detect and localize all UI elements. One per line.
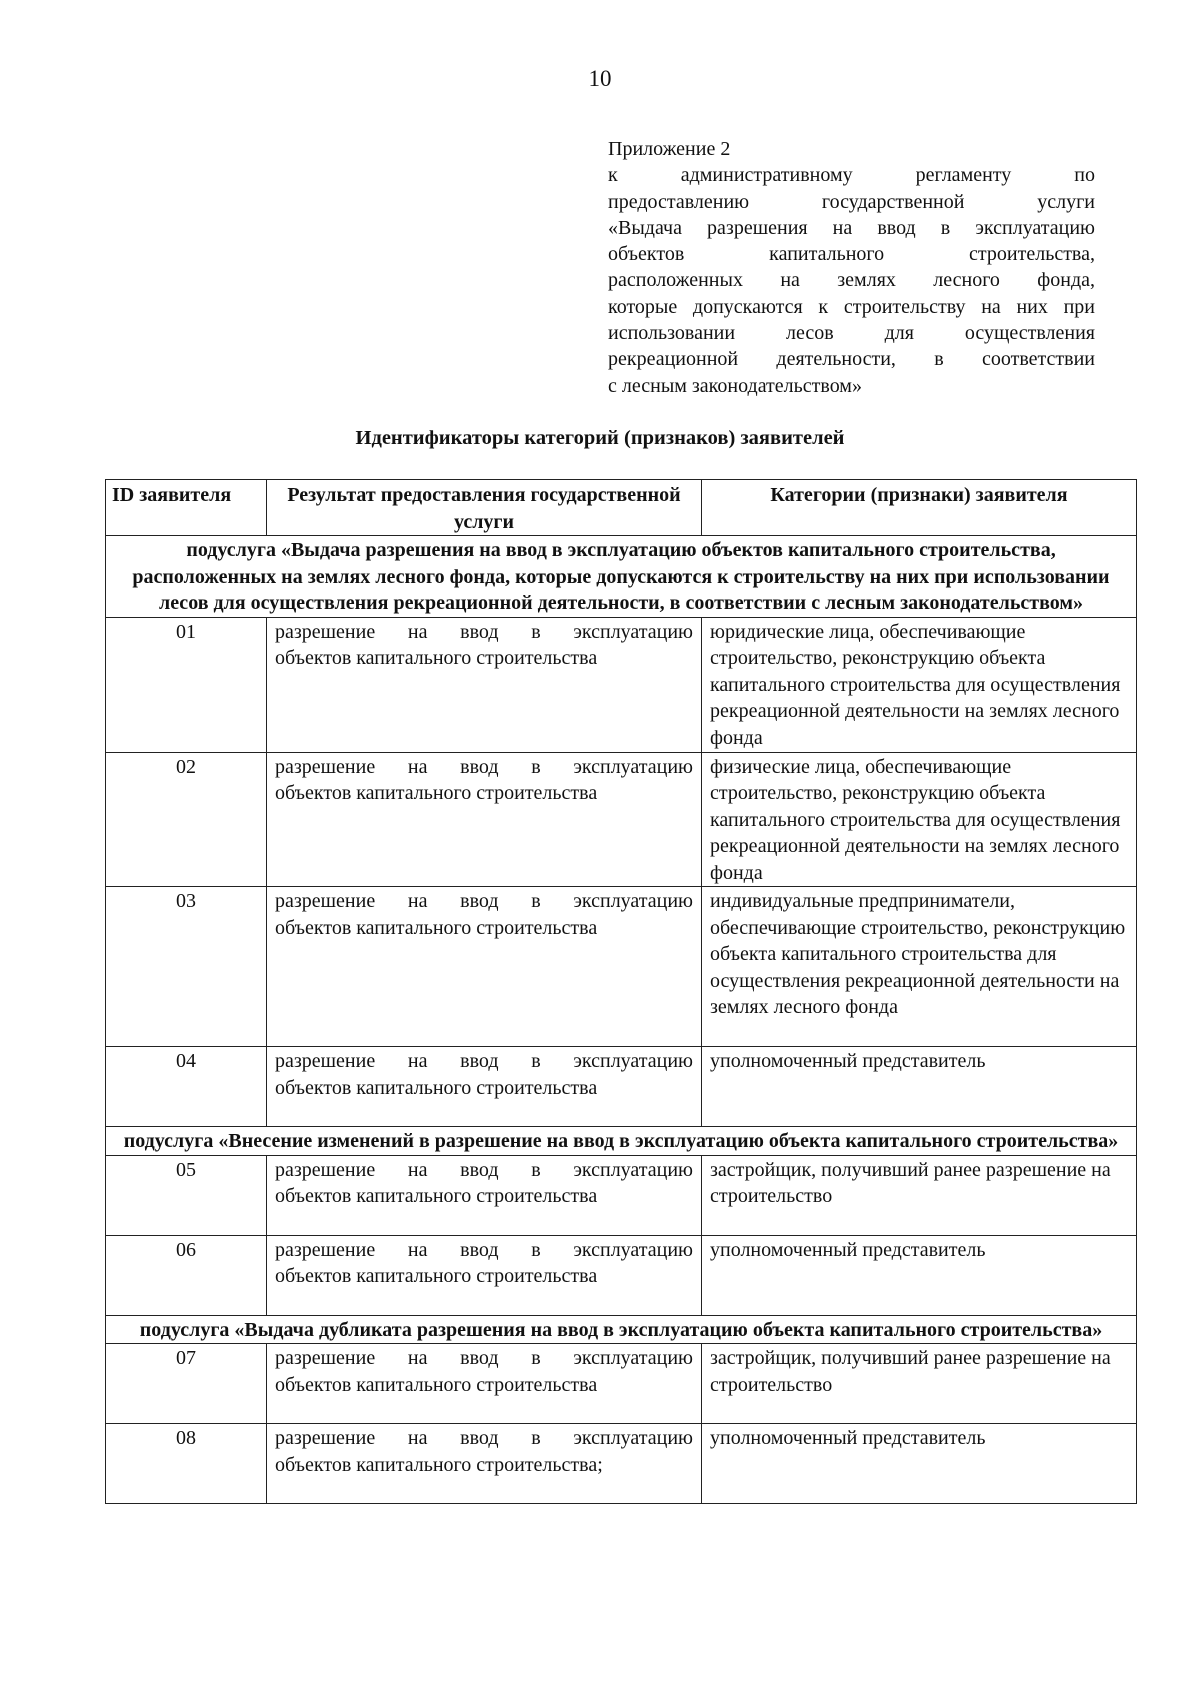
service-result-line: объектов капитального строительства;	[275, 1453, 603, 1476]
applicant-id: 07	[106, 1344, 267, 1424]
applicant-id: 05	[106, 1155, 267, 1235]
applicant-id: 08	[106, 1424, 267, 1504]
annex-line: которые допускаются к строительству на них при	[608, 295, 1095, 318]
section-title: подуслуга «Выдача дубликата разрешения на ввод в эксплуатацию объекта капитального строительства»	[106, 1315, 1137, 1344]
service-result-line: разрешение на ввод в эксплуатацию	[275, 1050, 693, 1072]
service-result-line: разрешение на ввод в эксплуатацию	[275, 620, 693, 643]
table-row	[106, 1235, 1137, 1315]
annex-line: «Выдача разрешения на ввод в эксплуатацию	[608, 216, 1095, 239]
service-result-line: разрешение на ввод в эксплуатацию	[275, 1427, 693, 1449]
service-result-line: объектов капитального строительства	[275, 1076, 598, 1099]
annex-line: Приложение 2	[608, 138, 731, 160]
annex-line: использовании лесов для осуществления	[608, 322, 1095, 345]
service-result-line: разрешение на ввод в эксплуатацию	[275, 1238, 693, 1261]
service-result	[267, 752, 702, 887]
service-result	[267, 1344, 702, 1424]
section-row	[106, 1315, 1137, 1344]
service-result	[267, 617, 702, 752]
applicant-category: физические лица, обеспечивающие строительство, реконструкцию объекта капитального строительства для осуществления рекреационной деятельности на землях лесного фонда	[702, 752, 1137, 887]
applicant-id: 04	[106, 1047, 267, 1127]
service-result-line: разрешение на ввод в эксплуатацию	[275, 755, 693, 778]
table-row	[106, 1155, 1137, 1235]
applicant-id: 01	[106, 617, 267, 752]
service-result	[267, 1424, 702, 1504]
service-result-line: объектов капитального строительства	[275, 1373, 598, 1396]
applicant-category: уполномоченный представитель	[702, 1424, 1137, 1504]
table-row	[106, 1344, 1137, 1424]
section-row	[106, 1127, 1137, 1156]
service-result-line: объектов капитального строительства	[275, 916, 598, 939]
service-result-line: объектов капитального строительства	[275, 1185, 598, 1207]
applicant-category: индивидуальные предприниматели, обеспечивающие строительство, реконструкцию объекта капитального строительства для осуществления рекреационной деятельности на землях лесного фонда	[702, 887, 1137, 1047]
service-result-line: разрешение на ввод в эксплуатацию	[275, 1347, 693, 1369]
section-title: подуслуга «Внесение изменений в разрешение на ввод в эксплуатацию объекта капитального строительства»	[106, 1127, 1137, 1156]
service-result-line: объектов капитального строительства	[275, 647, 598, 669]
applicant-category: уполномоченный представитель	[702, 1047, 1137, 1127]
header-result: Результат предоставления государственной услуги	[267, 480, 702, 536]
service-result	[267, 1235, 702, 1315]
service-result-line: разрешение на ввод в эксплуатацию	[275, 890, 693, 912]
annex-line: к административному регламенту по	[608, 164, 1095, 187]
applicant-id: 02	[106, 752, 267, 887]
service-result	[267, 1155, 702, 1235]
annex-line: предоставлению государственной услуги	[608, 190, 1095, 213]
table-row	[106, 887, 1137, 1047]
annex-line: объектов капитального строительства,	[608, 243, 1095, 266]
annex-line: с лесным законодательством»	[608, 374, 862, 397]
service-result	[267, 887, 702, 1047]
applicant-categories-table	[105, 479, 1137, 1504]
annex-line: расположенных на землях лесного фонда,	[608, 269, 1095, 292]
table-row	[106, 1047, 1137, 1127]
service-result	[267, 1047, 702, 1127]
applicant-id: 06	[106, 1235, 267, 1315]
service-result-line: разрешение на ввод в эксплуатацию	[275, 1158, 693, 1181]
table-row	[106, 1424, 1137, 1504]
applicant-category: застройщик, получивший ранее разрешение на строительство	[702, 1155, 1137, 1235]
table-header-row	[106, 480, 1137, 536]
service-result-line: объектов капитального строительства	[275, 1265, 598, 1287]
service-result-line: объектов капитального строительства	[275, 782, 598, 804]
header-id: ID заявителя	[106, 480, 267, 536]
document-title: Идентификаторы категорий (признаков) заявителей	[355, 427, 845, 449]
table-row	[106, 752, 1137, 887]
header-category: Категории (признаки) заявителя	[702, 480, 1137, 536]
table-row	[106, 617, 1137, 752]
applicant-category: застройщик, получивший ранее разрешение на строительство	[702, 1344, 1137, 1424]
section-row	[106, 536, 1137, 618]
section-title: подуслуга «Выдача разрешения на ввод в эксплуатацию объектов капитального строительства, расположенных на землях лесного фонда, которые допускаются к строительству на них при использовании лесов для осуществления рекреационной деятельности, в соответствии с лесным законодательством»	[106, 536, 1137, 618]
table-body	[106, 536, 1137, 1504]
applicant-category: юридические лица, обеспечивающие строительство, реконструкцию объекта капитального строительства для осуществления рекреационной деятельности на землях лесного фонда	[702, 617, 1137, 752]
applicant-category: уполномоченный представитель	[702, 1235, 1137, 1315]
annex-header	[608, 136, 1095, 399]
applicant-id: 03	[106, 887, 267, 1047]
page-number: 10	[588, 66, 612, 91]
annex-line: рекреационной деятельности, в соответствии	[608, 348, 1095, 371]
